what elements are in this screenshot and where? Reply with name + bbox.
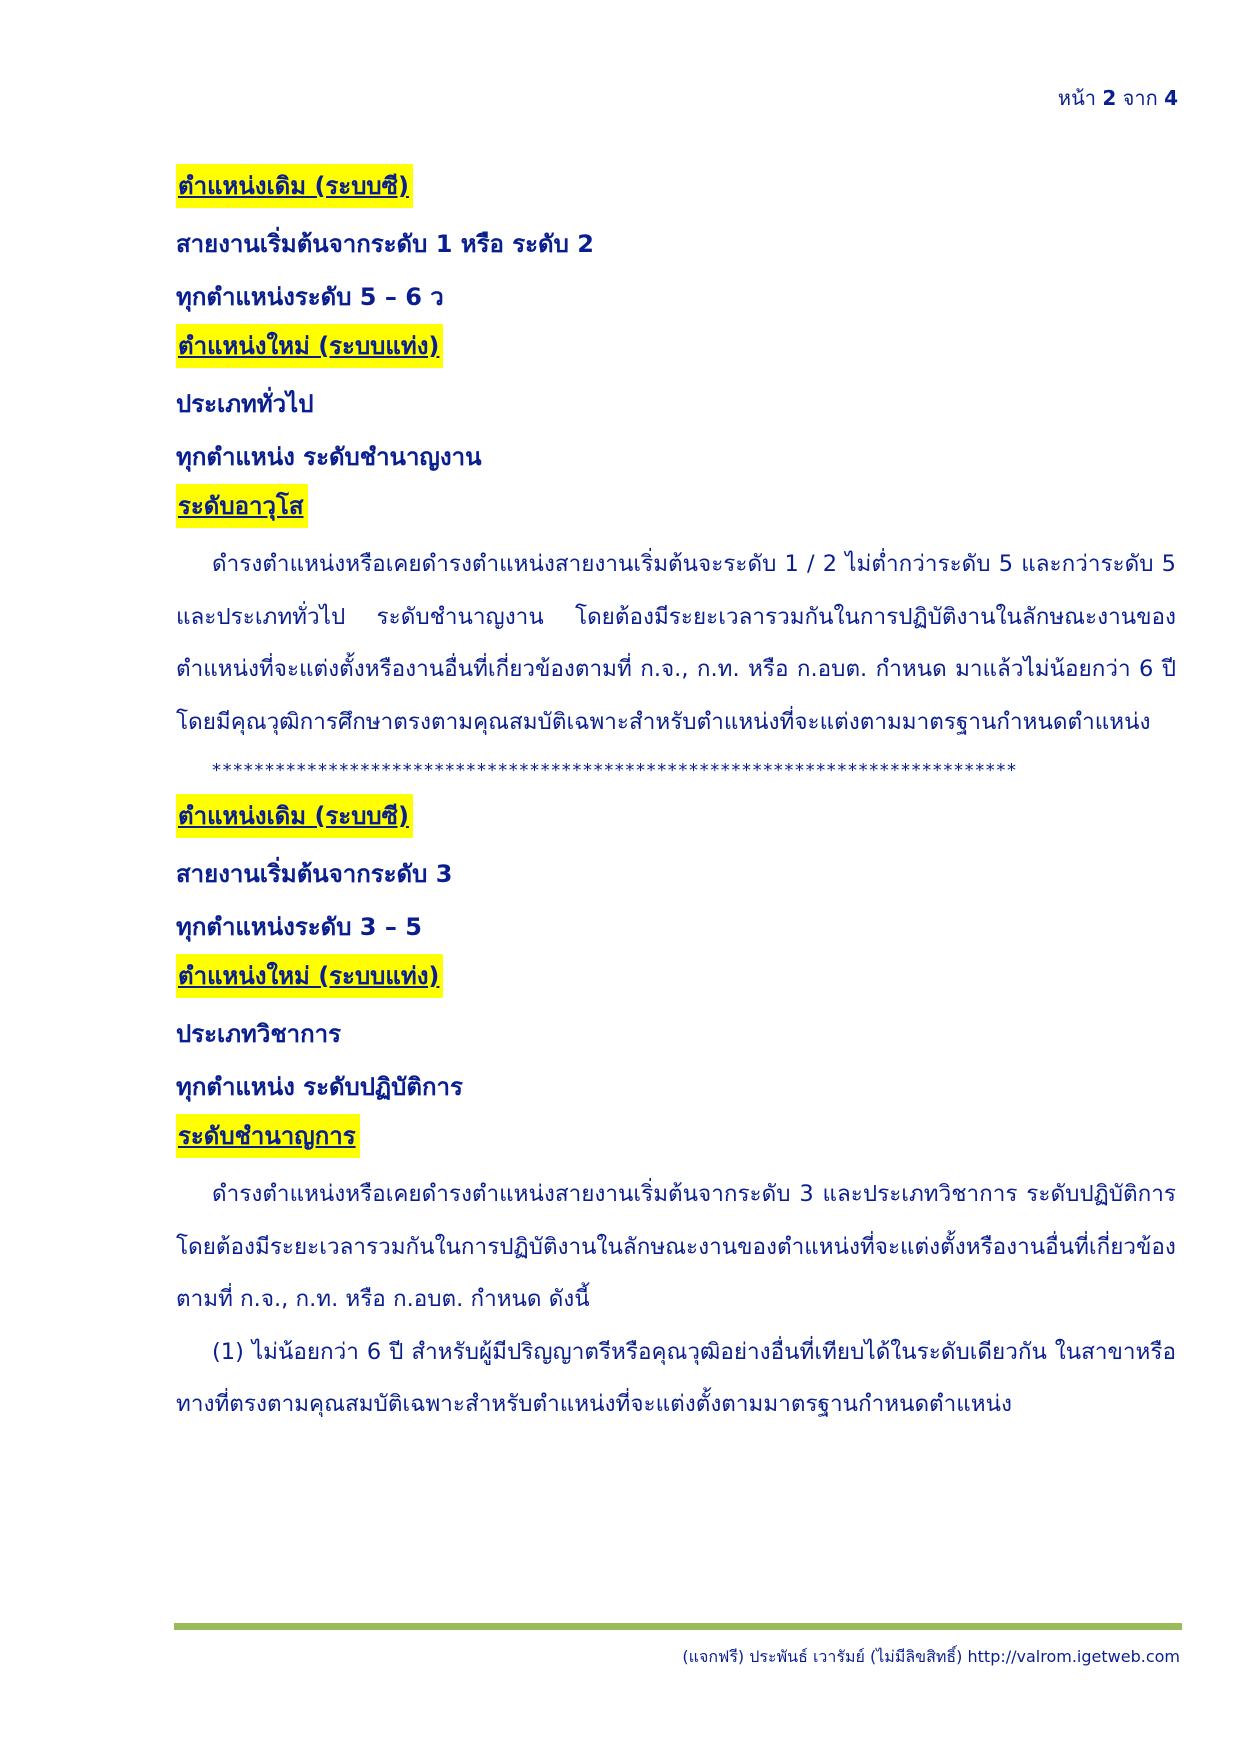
new-position-heading: ตำแหน่งใหม่ (ระบบแท่ง): [176, 954, 443, 998]
footer-credit: (แจกฟรี) ประพันธ์ เวารัมย์ (ไม่มีลิขสิทธิ์) http://valrom.igetweb.com: [682, 1647, 1180, 1666]
old-line-1: สายงานเริ่มต้นจากระดับ 3: [176, 860, 453, 888]
qualification-item-1: (1) ไม่น้อยกว่า 6 ปี สำหรับผู้มีปริญญาตรีหรือคุณวุฒิอย่างอื่นที่เทียบได้ในระดับเดียวกัน ในสาขาหรือทางที่ตรงตามคุณสมบัติเฉพาะสำหรับตำแหน่งที่จะแต่งตั้งตามมาตรฐานกำหนดตำแหน่ง: [176, 1338, 1176, 1417]
page-current: 2: [1102, 86, 1117, 110]
new-line-2: ทุกตำแหน่ง ระดับปฏิบัติการ: [176, 1073, 463, 1101]
old-line-2: ทุกตำแหน่งระดับ 5 – 6 ว: [176, 283, 444, 311]
document-body: [176, 164, 1176, 1431]
old-position-heading: ตำแหน่งเดิม (ระบบซี): [176, 794, 413, 838]
page-total: 4: [1164, 86, 1178, 110]
new-line-2: ทุกตำแหน่ง ระดับชำนาญงาน: [176, 443, 482, 471]
old-line-2: ทุกตำแหน่งระดับ 3 – 5: [176, 913, 422, 941]
new-position-heading: ตำแหน่งใหม่ (ระบบแท่ง): [176, 324, 443, 368]
old-line-1: สายงานเริ่มต้นจากระดับ 1 หรือ ระดับ 2: [176, 230, 594, 258]
new-line-1: ประเภทวิชาการ: [176, 1020, 341, 1048]
footer-rule: [174, 1623, 1182, 1630]
page-sep: จาก: [1122, 86, 1158, 110]
section-1: [176, 164, 1176, 748]
level-heading: ระดับอาวุโส: [176, 484, 308, 528]
page-number: [1058, 82, 1178, 114]
page-prefix: หน้า: [1057, 86, 1097, 110]
qualification-paragraph: ดำรงตำแหน่งหรือเคยดำรงตำแหน่งสายงานเริ่มต้นจะระดับ 1 / 2 ไม่ต่ำกว่าระดับ 5 และกว่าระดับ 5 และประเภททั่วไป ระดับชำนาญงาน โดยต้องมีระยะเวลารวมกันในการปฏิบัติงานในลักษณะงานของตำแหน่งที่จะแต่งตั้งหรืองานอื่นที่เกี่ยวข้องตามที่ ก.จ., ก.ท. หรือ ก.อบต. กำหนด มาแล้วไม่น้อยกว่า 6 ปี โดยมีคุณวุฒิการศึกษาตรงตามคุณสมบัติเฉพาะสำหรับตำแหน่งที่จะแต่งตามมาตรฐานกำหนดตำแหน่ง: [176, 551, 1176, 735]
level-heading: ระดับชำนาญการ: [176, 1114, 360, 1158]
section-2: [176, 794, 1176, 1431]
separator: ****************************************************************************: [212, 760, 1018, 781]
qualification-paragraph: ดำรงตำแหน่งหรือเคยดำรงตำแหน่งสายงานเริ่มต้นจากระดับ 3 และประเภทวิชาการ ระดับปฏิบัติการ โดยต้องมีระยะเวลารวมกันในการปฏิบัติงานในลักษณะงานของตำแหน่งที่จะแต่งตั้งหรืองานอื่นที่เกี่ยวข้องตามที่ ก.จ., ก.ท. หรือ ก.อบต. กำหนด ดังนี้: [176, 1181, 1176, 1312]
old-position-heading: ตำแหน่งเดิม (ระบบซี): [176, 164, 413, 208]
new-line-1: ประเภททั่วไป: [176, 390, 314, 418]
